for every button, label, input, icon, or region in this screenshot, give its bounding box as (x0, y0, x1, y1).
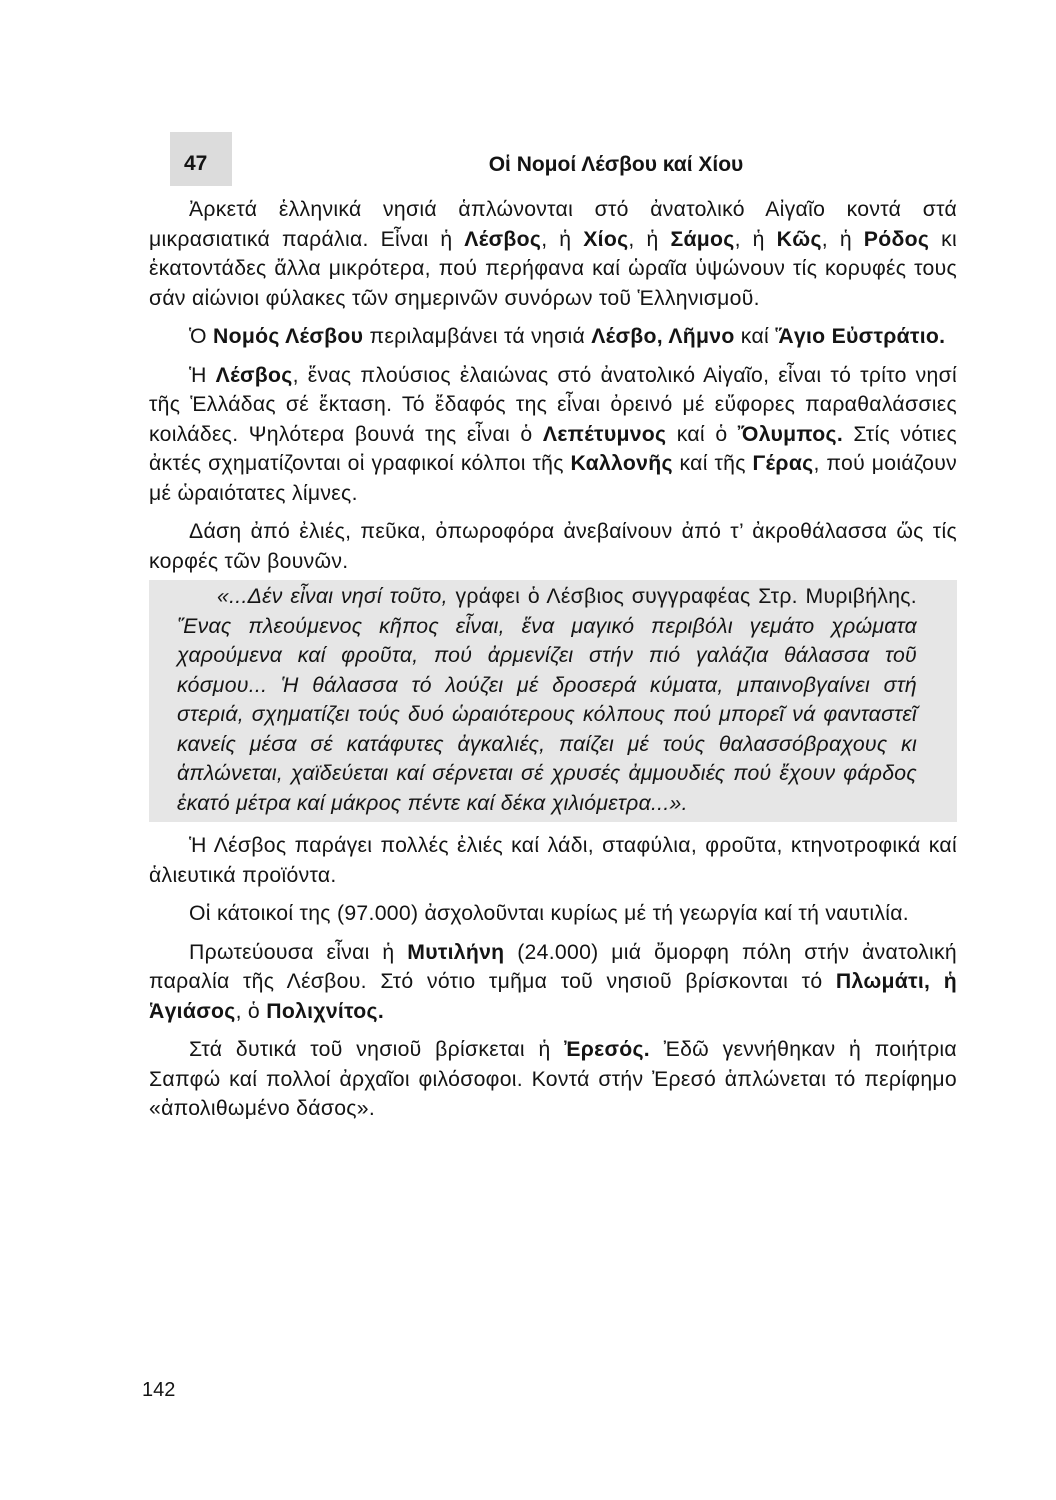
bold-term: Λέσβο, Λῆμνο (591, 325, 735, 348)
paragraph-products (149, 831, 957, 890)
bold-term: Καλλονῆς (570, 452, 673, 475)
text-run: περιλαμβάνει τά νησιά (363, 325, 592, 348)
text-run: Ἀρκετά ἑλληνικά νησιά ἁπλώνονται στό ἀνατολικό Αἰγαῖο κοντά στά μικρασιατικά παράλια. Εἶναι ἡ (149, 198, 957, 251)
text-run: Στίς νότιες ἀκτές σχηματίζονται οἱ γραφικοί κόλποι τῆς (149, 422, 957, 475)
text-run: καί (734, 325, 776, 348)
text-run: , ἕνας πλούσιος ἐλαιώνας στό ἀνατολικό Αἰγαῖο, εἶναι τό τρίτο νησί τῆς Ἑλλάδας σέ ἔκταση. Τό ἔδαφός της εἶναι ὀρεινό μέ εὔφορες παραθαλάσσιες κοιλάδες. Ψηλότερα βουνά της εἶναι ὁ (149, 363, 957, 446)
text-run: Οἱ κάτοικοί της (97.000) ἀσχολοῦνται κυρίως μέ τή γεωργία καί τή ναυτιλία. (189, 902, 909, 925)
text-run: «...Δέν εἶναι νησί τοῦτο, (217, 585, 448, 608)
text-run: καί τῆς (672, 452, 753, 475)
body-text (149, 195, 957, 1133)
bold-term: Κῶς (776, 227, 822, 251)
text-run: Ἕνας πλεούμενος κῆπος εἶναι, ἕνα μαγικό περιβόλι γεμάτο χρώματα χαρούμενα καί φροῦτα, πού ἀρμενίζει στήν πιό γαλάζια θάλασσα τοῦ κόσμου... Ἡ θάλασσα τό λούζει μέ δροσερά κύματα, μπαινοβγαίνει στή στεριά, σχηματίζει τούς δυό ὡραιότερους κόλπους πού μπορεῖ νά φανταστεῖ κανείς μέσα σέ κατάφυτες ἀγκαλιές, παίζει μέ τούς θαλασσόβραχους κι ἁπλώνεται, χαϊδεύεται καί σέρνεται σέ χρυσές ἀμμουδιές πού ἔχουν φάρδος ἑκατό μέτρα καί μάκρος πέντε καί δέκα χιλιόμετρα...». (177, 614, 917, 815)
text-run: , ἡ (541, 227, 584, 251)
bold-term: Γέρας (752, 452, 814, 475)
text-run: Ἡ (189, 363, 216, 387)
page-title: Οἱ Νομοί Λέσβου καί Χίου (488, 153, 744, 176)
text-run: κι ἑκατοντάδες ἄλλα μικρότερα, πού περήφανα καί ὡραῖα ὑψώνουν τίς κορυφές τους σάν αἰώνιοι φύλακες τῶν σημερινῶν συνόρων τοῦ Ἑλληνισμοῦ. (149, 227, 957, 310)
bold-term: Ἅγιο Εὐστράτιο. (775, 325, 946, 348)
text-run: Δάση ἀπό ἐλιές, πεῦκα, ὀπωροφόρα ἀνεβαίνουν ἀπό τ’ ἀκροθάλασσα ὥς τίς κορφές τῶν βουνῶν. (149, 520, 957, 573)
paragraph-capital (149, 938, 957, 1027)
lesson-number: 47 (170, 132, 232, 186)
bold-term: Μυτιλήνη (407, 940, 505, 964)
text-run: καί ὁ (666, 422, 738, 446)
paragraph-forests (149, 517, 957, 576)
bold-term: Ὄλυμπος. (737, 422, 844, 446)
text-run: , ἡ (628, 227, 671, 251)
text-run: , ἡ (821, 227, 864, 251)
bold-term: Νομός Λέσβου (213, 325, 364, 348)
text-run: , ὁ (235, 999, 267, 1023)
paragraph-prefecture (149, 322, 957, 352)
paragraph-geography (149, 361, 957, 509)
quote-block (149, 580, 957, 822)
bold-term: Πλωμάτι, ἡ Ἁγιάσος (149, 970, 957, 1023)
page-number: 142 (142, 1379, 176, 1401)
text-run: , ἡ (734, 227, 777, 251)
text-run: , πού μοιάζουν μέ ὡραιότατες λίμνες. (149, 452, 958, 505)
bold-term: Λεπέτυμνος (542, 422, 667, 446)
bold-term: Ἐρεσός. (564, 1038, 650, 1061)
bold-term: Λέσβος (215, 363, 293, 387)
text-run: Ὁ (189, 325, 214, 348)
text-run: Πρωτεύουσα εἶναι ἡ (189, 940, 408, 964)
bold-term: Χίος (583, 227, 629, 251)
paragraph-eresos (149, 1035, 957, 1124)
bold-term: Πολιχνίτος. (266, 999, 385, 1023)
text-run: Στά δυτικά τοῦ νησιοῦ βρίσκεται ἡ (189, 1038, 565, 1061)
bold-term: Σάμος (670, 227, 735, 251)
paragraph-intro (149, 195, 957, 313)
text-run: Ἡ Λέσβος παράγει πολλές ἐλιές καί λάδι, σταφύλια, φροῦτα, κτηνοτροφικά καί ἁλιευτικά προϊόντα. (149, 834, 957, 887)
text-run: (24.000) μιά ὄμορφη πόλη στήν ἀνατολική παραλία τῆς Λέσβου. Στό νότιο τμῆμα τοῦ νησιοῦ βρίσκονται τό (149, 940, 957, 993)
text-run: γράφει ὁ Λέσβιος συγγραφέας Στρ. Μυριβήλης. (447, 585, 917, 608)
bold-term: Λέσβος (464, 227, 542, 251)
bold-term: Ρόδος (863, 227, 930, 251)
paragraph-population (149, 899, 957, 929)
text-run: Ἐδῶ γεννήθηκαν ἡ ποιήτρια Σαπφώ καί πολλοί ἀρχαῖοι φιλόσοφοι. Κοντά στήν Ἐρεσό ἁπλώνεται τό περίφημο «ἀπολιθωμένο δάσος». (149, 1038, 957, 1120)
